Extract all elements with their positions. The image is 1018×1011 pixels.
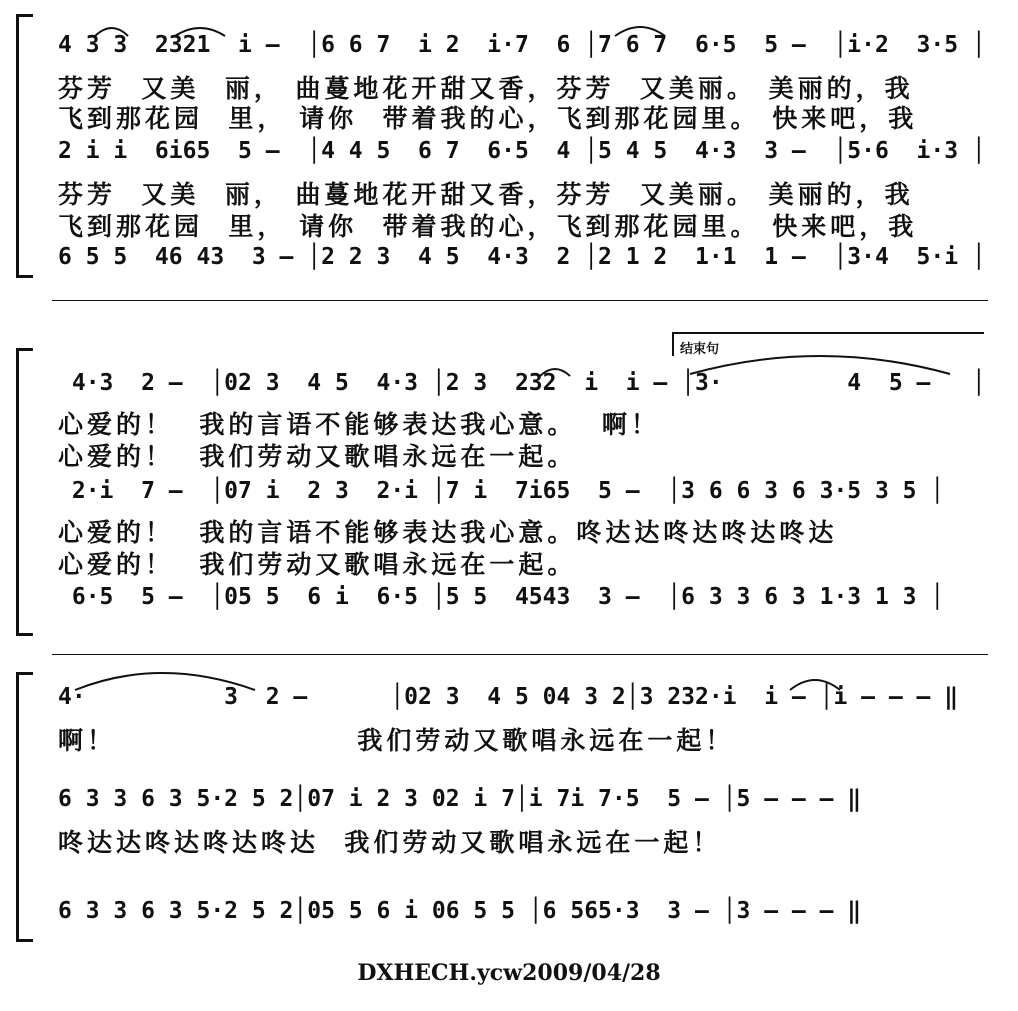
slur-marks [0,12,1018,72]
section-divider [52,300,988,301]
lyric-line: 芬芳 又美 丽， 曲蔓地花开甜又香，芬芳 又美丽。 美丽的，我 [58,180,914,209]
alto-notes-line: 2 i i 6i65 5 – │4 4 5 6 7 6·5 4 │5 4 5 4·3 3 – │5·6 i·3 │ [58,138,986,164]
lyric-line: 心爱的！ 我的言语不能够表达我心意。咚达达咚达咚达咚达 [58,518,838,547]
lyric-line: 咚达达咚达咚达咚达 我们劳动又歌唱永远在一起！ [58,828,722,857]
lyric-line: 飞到那花园 里， 请你 带着我的心，飞到那花园里。 快来吧，我 [58,212,918,241]
bass-notes-line: 6 3 3 6 3 5·2 5 2│05 5 6 i 06 5 5 │6 565·3 3 – │3 – – – ‖ [58,898,862,924]
lyric-line: 心爱的！ 我们劳动又歌唱永远在一起。 [58,550,577,579]
lyric-line: 心爱的！ 我们劳动又歌唱永远在一起。 [58,442,577,471]
soprano-notes-line: 4·3 2 – │02 3 4 5 4·3 │2 3 232 i i – │3· 4 5 – │ [58,370,986,396]
soprano-notes-line: 4· 3 2 – │02 3 4 5 04 3 2│3 232·i i – │i – – – ‖ [58,684,959,710]
ending-label: 结束句 [680,342,720,357]
section-divider [52,654,988,655]
alto-notes-line: 2·i 7 – │07 i 2 3 2·i │7 i 7i65 5 – │3 6 6 3 6 3·5 3 5 │ [58,478,945,504]
footer-credit: DXHECH.ycw2009/04/28 [357,960,661,986]
score-system-3 [0,660,1018,950]
lyric-line: 心爱的！ 我的言语不能够表达我心意。 啊！ [58,410,660,439]
soprano-notes-line: 4 3 3 2321 i – │6 6 7 i 2 i·7 6 │7 6 7 6·5 5 – │i·2 3·5 │ [58,32,986,58]
bass-notes-line: 6 5 5 46 43 3 – │2 2 3 4 5 4·3 2 │2 1 2 1·1 1 – │3·4 5·i │ [58,244,986,270]
score-system-2 [0,320,1018,620]
lyric-line: 啊！ 我们劳动又歌唱永远在一起！ [58,726,735,755]
lyric-line: 飞到那花园 里， 请你 带着我的心，飞到那花园里。 快来吧，我 [58,104,918,133]
lyric-line: 芬芳 又美 丽， 曲蔓地花开甜又香，芬芳 又美丽。 美丽的，我 [58,74,914,103]
score-system-1 [0,0,1018,300]
alto-notes-line: 6 3 3 6 3 5·2 5 2│07 i 2 3 02 i 7│i 7i 7·5 5 – │5 – – – ‖ [58,786,862,812]
bass-notes-line: 6·5 5 – │05 5 6 i 6·5 │5 5 4543 3 – │6 3 3 6 3 1·3 1 3 │ [58,584,945,610]
